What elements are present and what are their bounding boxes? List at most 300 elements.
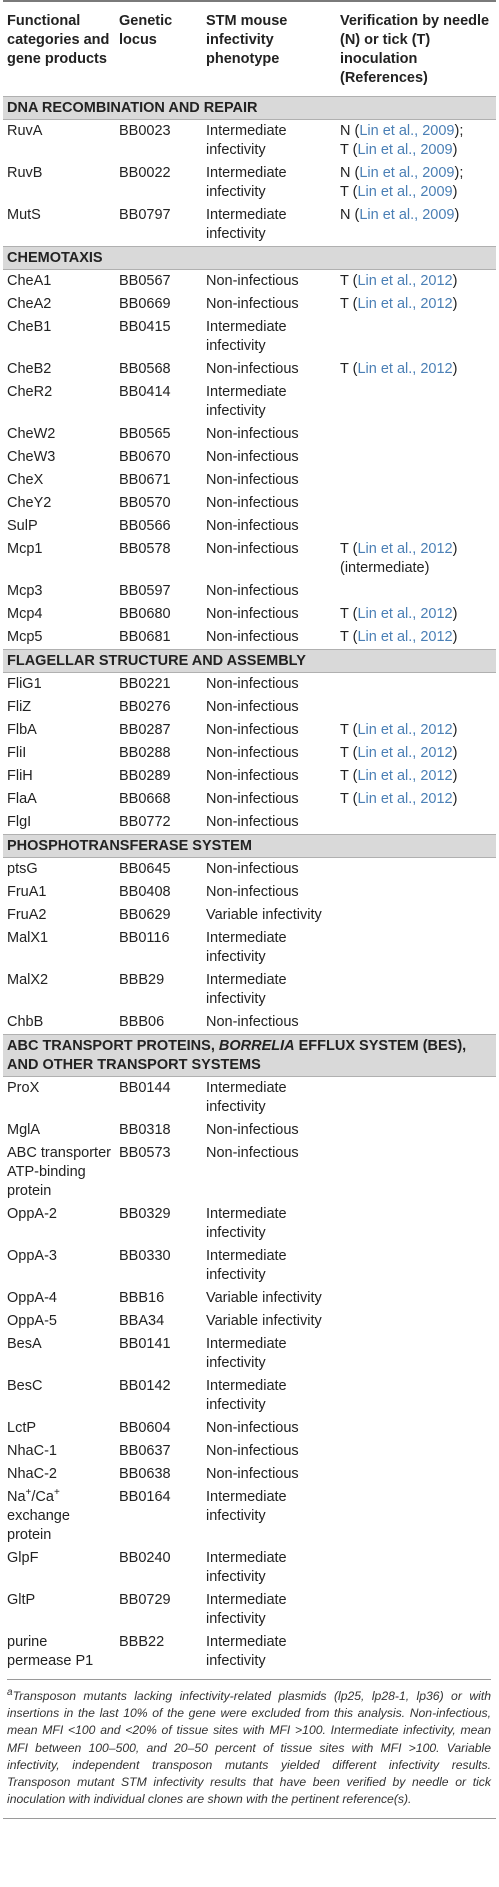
verification-text: T ( [340, 142, 358, 158]
table-row [3, 696, 496, 719]
gene-product-cell: Mcp3 [7, 583, 43, 599]
genetic-locus-cell: BB0629 [119, 907, 171, 923]
verification-cell [336, 293, 496, 316]
verification-text: T ( [340, 296, 358, 312]
header-genetic-locus: Genetic locus [119, 13, 173, 48]
verification-cell [336, 765, 496, 788]
phenotype-cell: Non-infectious [206, 583, 299, 599]
verification-text: T ( [340, 606, 358, 622]
verification-cell [336, 1417, 496, 1440]
genetic-locus-cell: BB0164 [119, 1489, 171, 1505]
verification-cell [336, 162, 496, 204]
table-row [3, 927, 496, 969]
genetic-locus-cell: BB0141 [119, 1336, 171, 1352]
gene-product-cell: NhaC-1 [7, 1443, 57, 1459]
verification-text: ) [452, 606, 458, 622]
verification-cell [336, 423, 496, 446]
verification-text: ) [452, 296, 458, 312]
gene-product-cell: CheW2 [7, 426, 56, 442]
phenotype-cell: Intermediate infectivity [206, 1248, 287, 1283]
gene-product-cell: Mcp4 [7, 606, 43, 622]
gene-product-cell: BesC [7, 1378, 43, 1394]
genetic-locus-cell: BB0240 [119, 1550, 171, 1566]
gene-product-cell: CheB2 [7, 361, 52, 377]
phenotype-cell: Non-infectious [206, 472, 299, 488]
verification-text: T ( [340, 745, 358, 761]
gene-product-cell: MalX1 [7, 930, 49, 946]
verification-cell [336, 1463, 496, 1486]
verification-text: T ( [340, 791, 358, 807]
gene-product-cell [3, 1486, 115, 1547]
reference-link[interactable]: Lin et al., 2012 [357, 722, 453, 738]
gene-product-cell: OppA-3 [7, 1248, 57, 1264]
verification-line [340, 164, 492, 183]
verification-text: ); [454, 165, 464, 181]
gene-product-cell: GltP [7, 1592, 36, 1608]
verification-text: ) [452, 722, 458, 738]
gene-product-cell: FliI [7, 745, 27, 761]
gene-product-cell: ABC transporter ATP-binding protein [7, 1145, 111, 1199]
footnote-text: Transposon mutants lacking infectivity-related plasmids (lp25, lp28-1, lp36) or with insertions in the last 10% of the gene were excluded from this analysis. Non-infectious, mean MFI <100 and <20% of tissue sites with MFI >100. Intermediate infectivity, mean MFI between 100–500, and 20–50 percent of tissue sites with MFI >100. Variable infectivity, independent transposon mutants yielded different infectivity results. Transposon mutant STM infectivity results that have been verified by needle or tick inoculation with individual clones are shown with the pertinent reference(s). [7, 1689, 491, 1807]
table-row [3, 1245, 496, 1287]
verification-text: ) [452, 745, 458, 761]
verification-cell [336, 446, 496, 469]
verification-cell [336, 969, 496, 1011]
table-row [3, 881, 496, 904]
gene-product-cell: OppA-2 [7, 1206, 57, 1222]
phenotype-cell: Variable infectivity [206, 1313, 322, 1329]
section-header-row [3, 247, 496, 270]
verification-line [340, 122, 492, 141]
verification-cell [336, 1589, 496, 1631]
verification-line [340, 272, 492, 291]
verification-text: ) [452, 361, 458, 377]
gene-product-cell: purine permease P1 [7, 1634, 94, 1669]
genetic-locus-cell: BB0144 [119, 1080, 171, 1096]
gene-product-cell: SulP [7, 518, 38, 534]
reference-link[interactable]: Lin et al., 2009 [359, 165, 455, 181]
genetic-locus-cell: BBB16 [119, 1290, 165, 1306]
table-row [3, 811, 496, 835]
table-row [3, 492, 496, 515]
table-row [3, 162, 496, 204]
table-row [3, 1417, 496, 1440]
genetic-locus-cell: BB0597 [119, 583, 171, 599]
reference-link[interactable]: Lin et al., 2012 [357, 629, 453, 645]
section-header-row [3, 97, 496, 120]
table-row [3, 515, 496, 538]
table-row [3, 538, 496, 580]
gene-product-cell: FlgI [7, 814, 32, 830]
verification-cell [336, 1203, 496, 1245]
genetic-locus-cell: BB0797 [119, 207, 171, 223]
verification-cell [336, 696, 496, 719]
verification-text: N ( [340, 165, 360, 181]
phenotype-cell: Non-infectious [206, 361, 299, 377]
genetic-locus-cell: BB0680 [119, 606, 171, 622]
genetic-locus-cell: BB0578 [119, 541, 171, 557]
phenotype-cell: Non-infectious [206, 1466, 299, 1482]
verification-text: ) [452, 273, 458, 289]
genetic-locus-cell: BB0329 [119, 1206, 171, 1222]
genetic-locus-cell: BB0022 [119, 165, 171, 181]
genetic-locus-cell: BB0573 [119, 1145, 171, 1161]
phenotype-cell: Non-infectious [206, 518, 299, 534]
genetic-locus-cell: BB0670 [119, 449, 171, 465]
verification-text: T ( [340, 768, 358, 784]
phenotype-cell: Intermediate infectivity [206, 384, 287, 419]
genetic-locus-cell: BB0142 [119, 1378, 171, 1394]
phenotype-cell: Non-infectious [206, 791, 299, 807]
verification-cell [336, 1333, 496, 1375]
phenotype-cell: Intermediate infectivity [206, 1489, 287, 1524]
phenotype-cell: Non-infectious [206, 1420, 299, 1436]
verification-cell [336, 270, 496, 294]
table-row [3, 1333, 496, 1375]
header-functional-categories: Functional categories and gene products [7, 13, 110, 67]
verification-line [340, 790, 492, 809]
gene-product-cell: RuvB [7, 165, 43, 181]
genetic-locus-cell: BB0408 [119, 884, 171, 900]
verification-text: ) [452, 184, 458, 200]
phenotype-cell: Non-infectious [206, 606, 299, 622]
table-row [3, 580, 496, 603]
verification-cell [336, 1142, 496, 1203]
section-title: CHEMOTAXIS [3, 247, 496, 270]
gene-product-cell: OppA-5 [7, 1313, 57, 1329]
infectivity-table [3, 0, 496, 1673]
phenotype-cell: Non-infectious [206, 722, 299, 738]
phenotype-cell: Intermediate infectivity [206, 1378, 287, 1413]
gene-product-cell: NhaC-2 [7, 1466, 57, 1482]
verification-line [340, 628, 492, 647]
gene-product-cell: Mcp1 [7, 541, 43, 557]
phenotype-cell: Variable infectivity [206, 907, 322, 923]
footnote-marker: a [7, 1686, 13, 1698]
phenotype-cell: Non-infectious [206, 629, 299, 645]
genetic-locus-cell: BBB22 [119, 1634, 165, 1650]
table-row [3, 1142, 496, 1203]
gene-product-cell: GlpF [7, 1550, 39, 1566]
verification-cell [336, 1287, 496, 1310]
verification-text: T ( [340, 361, 358, 377]
section-header-row [3, 650, 496, 673]
genetic-locus-cell: BB0565 [119, 426, 171, 442]
phenotype-cell: Intermediate infectivity [206, 165, 287, 200]
phenotype-cell: Non-infectious [206, 676, 299, 692]
table-row [3, 742, 496, 765]
table-row [3, 1440, 496, 1463]
verification-cell [336, 1119, 496, 1142]
phenotype-cell: Intermediate infectivity [206, 1550, 287, 1585]
phenotype-cell: Non-infectious [206, 1145, 299, 1161]
table-footnote [7, 1679, 491, 1808]
genetic-locus-cell: BB0668 [119, 791, 171, 807]
verification-text: ); [454, 123, 464, 139]
genetic-locus-cell: BB0570 [119, 495, 171, 511]
table-row [3, 1547, 496, 1589]
table-row [3, 603, 496, 626]
phenotype-cell: Intermediate infectivity [206, 123, 287, 158]
table-row [3, 446, 496, 469]
phenotype-cell: Non-infectious [206, 1014, 299, 1030]
verification-line [340, 767, 492, 786]
phenotype-cell: Intermediate infectivity [206, 1206, 287, 1241]
table-row [3, 381, 496, 423]
table-row [3, 1375, 496, 1417]
phenotype-cell: Non-infectious [206, 449, 299, 465]
reference-link[interactable]: Lin et al., 2009 [359, 207, 455, 223]
verification-cell [336, 881, 496, 904]
table-row [3, 120, 496, 163]
gene-product-cell: LctP [7, 1420, 37, 1436]
table-row [3, 204, 496, 247]
verification-text: N ( [340, 207, 360, 223]
verification-cell [336, 788, 496, 811]
phenotype-cell: Intermediate infectivity [206, 1592, 287, 1627]
gene-product-cell: RuvA [7, 123, 43, 139]
genetic-locus-cell: BBB29 [119, 972, 165, 988]
phenotype-cell: Non-infectious [206, 814, 299, 830]
table-row [3, 719, 496, 742]
table-row [3, 1119, 496, 1142]
table-row [3, 673, 496, 697]
verification-cell [336, 1077, 496, 1120]
verification-text: T ( [340, 273, 358, 289]
section-header-row [3, 835, 496, 858]
verification-cell [336, 858, 496, 882]
table-row [3, 1077, 496, 1120]
genetic-locus-cell: BB0116 [119, 930, 170, 946]
genetic-locus-cell: BB0772 [119, 814, 171, 830]
verification-cell [336, 1440, 496, 1463]
phenotype-cell: Intermediate infectivity [206, 207, 287, 242]
verification-text: (intermediate) [340, 560, 430, 576]
table-row [3, 1486, 496, 1547]
section-title: FLAGELLAR STRUCTURE AND ASSEMBLY [3, 650, 496, 673]
table-row [3, 270, 496, 294]
phenotype-cell: Non-infectious [206, 699, 299, 715]
phenotype-cell: Non-infectious [206, 745, 299, 761]
gene-product-cell: FruA2 [7, 907, 47, 923]
phenotype-cell: Non-infectious [206, 1122, 299, 1138]
gene-product-cell: CheA2 [7, 296, 52, 312]
phenotype-cell: Non-infectious [206, 541, 299, 557]
table-row [3, 904, 496, 927]
table-row [3, 858, 496, 882]
genetic-locus-cell: BB0330 [119, 1248, 171, 1264]
table-row [3, 626, 496, 650]
gene-product-part: + [25, 1487, 32, 1499]
table-row [3, 1463, 496, 1486]
phenotype-cell: Non-infectious [206, 861, 299, 877]
genetic-locus-cell: BB0318 [119, 1122, 171, 1138]
verification-cell [336, 538, 496, 580]
verification-text: N ( [340, 123, 360, 139]
phenotype-cell: Intermediate infectivity [206, 1634, 287, 1669]
genetic-locus-cell: BB0669 [119, 296, 171, 312]
gene-product-cell: FlaA [7, 791, 37, 807]
verification-line [340, 141, 492, 160]
gene-product-cell: FliZ [7, 699, 32, 715]
table-header [3, 1, 496, 97]
table-row [3, 358, 496, 381]
phenotype-cell: Intermediate infectivity [206, 972, 287, 1007]
verification-cell [336, 358, 496, 381]
gene-product-cell: ProX [7, 1080, 40, 1096]
verification-cell [336, 1011, 496, 1035]
reference-link[interactable]: Lin et al., 2012 [357, 791, 453, 807]
gene-product-cell: FliG1 [7, 676, 42, 692]
table-row [3, 765, 496, 788]
verification-text: ) [452, 791, 458, 807]
gene-product-cell: OppA-4 [7, 1290, 57, 1306]
table-row [3, 1287, 496, 1310]
genetic-locus-cell: BB0566 [119, 518, 171, 534]
phenotype-cell: Non-infectious [206, 884, 299, 900]
gene-product-cell: CheY2 [7, 495, 52, 511]
reference-link[interactable]: Lin et al., 2012 [357, 361, 453, 377]
verification-cell [336, 1547, 496, 1589]
gene-product-part: + [53, 1487, 60, 1499]
verification-line [340, 540, 492, 559]
verification-text: T ( [340, 184, 358, 200]
verification-text: ) [452, 629, 458, 645]
gene-product-cell: ChbB [7, 1014, 44, 1030]
genetic-locus-cell: BB0289 [119, 768, 171, 784]
genetic-locus-cell: BB0287 [119, 722, 171, 738]
verification-cell [336, 1631, 496, 1673]
gene-product-cell: CheB1 [7, 319, 52, 335]
phenotype-cell: Non-infectious [206, 296, 299, 312]
gene-product-part: exchange protein [7, 1508, 70, 1543]
verification-cell [336, 927, 496, 969]
gene-product-cell: CheR2 [7, 384, 53, 400]
section-title: DNA RECOMBINATION AND REPAIR [3, 97, 496, 120]
verification-cell [336, 742, 496, 765]
reference-link[interactable]: Lin et al., 2009 [357, 184, 453, 200]
table-row [3, 969, 496, 1011]
verification-cell [336, 1375, 496, 1417]
genetic-locus-cell: BBB06 [119, 1014, 165, 1030]
table-body [3, 97, 496, 1674]
verification-text: ) [452, 768, 458, 784]
table-row [3, 293, 496, 316]
verification-text: ) [452, 541, 458, 557]
table-row [3, 1631, 496, 1673]
verification-cell [336, 469, 496, 492]
verification-text: T ( [340, 541, 358, 557]
genetic-locus-cell: BBA34 [119, 1313, 165, 1329]
section-title [3, 1035, 496, 1077]
verification-line [340, 206, 492, 225]
verification-line [340, 183, 492, 202]
gene-product-cell: FlbA [7, 722, 37, 738]
table-row [3, 1203, 496, 1245]
verification-text: T ( [340, 629, 358, 645]
gene-product-cell: FruA1 [7, 884, 47, 900]
table-row [3, 1011, 496, 1035]
table-row [3, 1310, 496, 1333]
genetic-locus-cell: BB0414 [119, 384, 171, 400]
reference-link[interactable]: Lin et al., 2012 [357, 768, 453, 784]
table-row [3, 788, 496, 811]
verification-cell [336, 719, 496, 742]
verification-cell [336, 492, 496, 515]
verification-cell [336, 204, 496, 247]
phenotype-cell: Non-infectious [206, 273, 299, 289]
verification-line [340, 721, 492, 740]
genetic-locus-cell: BB0671 [119, 472, 171, 488]
genetic-locus-cell: BB0681 [119, 629, 171, 645]
gene-product-cell: Mcp5 [7, 629, 43, 645]
gene-product-cell: MutS [7, 207, 41, 223]
verification-line [340, 295, 492, 314]
phenotype-cell: Non-infectious [206, 426, 299, 442]
genetic-locus-cell: BB0276 [119, 699, 171, 715]
section-title-part: BORRELIA [218, 1038, 295, 1054]
phenotype-cell: Non-infectious [206, 768, 299, 784]
genetic-locus-cell: BB0288 [119, 745, 171, 761]
table-row [3, 316, 496, 358]
gene-product-cell: ptsG [7, 861, 38, 877]
verification-cell [336, 1245, 496, 1287]
verification-cell [336, 904, 496, 927]
table-row [3, 423, 496, 446]
genetic-locus-cell: BB0568 [119, 361, 171, 377]
gene-product-part: /Ca [31, 1489, 54, 1505]
genetic-locus-cell: BB0604 [119, 1420, 171, 1436]
reference-link[interactable]: Lin et al., 2012 [357, 273, 453, 289]
verification-line [340, 559, 492, 578]
phenotype-cell: Non-infectious [206, 1443, 299, 1459]
gene-product-cell: BesA [7, 1336, 42, 1352]
verification-cell [336, 811, 496, 835]
phenotype-cell: Variable infectivity [206, 1290, 322, 1306]
verification-cell [336, 603, 496, 626]
gene-product-cell: FliH [7, 768, 33, 784]
phenotype-cell: Intermediate infectivity [206, 1080, 287, 1115]
section-title-part: ABC TRANSPORT PROTEINS, [7, 1038, 219, 1054]
gene-product-cell: MglA [7, 1122, 41, 1138]
genetic-locus-cell: BB0567 [119, 273, 171, 289]
reference-link[interactable]: Lin et al., 2012 [357, 745, 453, 761]
genetic-locus-cell: BB0415 [119, 319, 171, 335]
verification-cell [336, 580, 496, 603]
gene-product-cell: CheA1 [7, 273, 52, 289]
verification-text: ) [452, 142, 458, 158]
phenotype-cell: Intermediate infectivity [206, 1336, 287, 1371]
reference-link[interactable]: Lin et al., 2012 [357, 541, 453, 557]
verification-line [340, 360, 492, 379]
section-title-part: EFFLUX SYSTEM (BES), AND OTHER TRANSPORT SYSTEMS [7, 1038, 467, 1073]
table-row [3, 469, 496, 492]
gene-product-part: Na [7, 1489, 26, 1505]
verification-cell [336, 1486, 496, 1547]
reference-link[interactable]: Lin et al., 2009 [359, 123, 455, 139]
phenotype-cell: Intermediate infectivity [206, 930, 287, 965]
header-stm-phenotype: STM mouse infectivity phenotype [206, 13, 288, 67]
gene-product-cell: MalX2 [7, 972, 49, 988]
verification-cell [336, 381, 496, 423]
verification-cell [336, 1310, 496, 1333]
section-title: PHOSPHOTRANSFERASE SYSTEM [3, 835, 496, 858]
reference-link[interactable]: Lin et al., 2012 [357, 606, 453, 622]
reference-link[interactable]: Lin et al., 2009 [357, 142, 453, 158]
verification-line [340, 744, 492, 763]
genetic-locus-cell: BB0221 [119, 676, 171, 692]
reference-link[interactable]: Lin et al., 2012 [357, 296, 453, 312]
